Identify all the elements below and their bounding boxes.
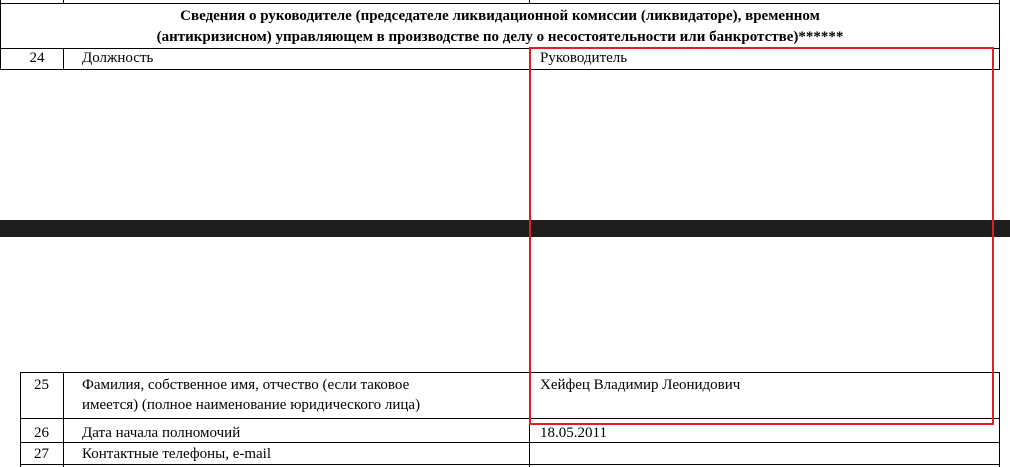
row25-right-border — [999, 372, 1000, 467]
row27-number: 27 — [34, 446, 49, 462]
row25-number: 25 — [34, 377, 49, 393]
top-divider-2 — [529, 0, 530, 4]
row27-label: Контактные телефоны, e-mail — [82, 446, 272, 462]
row25-divider-1 — [63, 372, 64, 467]
section-header-line-1: Сведения о руководителе (председателе ликвидационной комиссии (ликвидаторе), временном — [180, 8, 820, 24]
row26-label: Дата начала полномочий — [82, 425, 241, 441]
row26-number: 26 — [34, 425, 49, 441]
top-divider-1 — [63, 0, 64, 4]
row27-bottom-border — [20, 464, 999, 465]
highlight-box — [529, 47, 994, 425]
row24-label: Должность — [82, 50, 154, 66]
top-border — [0, 3, 999, 4]
row24-divider-1 — [63, 48, 64, 70]
section-header-line-2: (антикризисном) управляющем в производстве по делу о несостоятельности или банкротстве)****** — [156, 29, 844, 45]
row25-label-line-2: имеется) (полное наименование юридического лица) — [82, 397, 421, 413]
row24-number: 24 — [29, 50, 45, 66]
row25-value: Хейфец Владимир Леонидович — [540, 377, 741, 393]
row24-value: Руководитель — [540, 50, 628, 66]
row25-label-line-1: Фамилия, собственное имя, отчество (если таковое — [82, 377, 410, 393]
row26-bottom-border — [20, 442, 999, 443]
row26-value: 18.05.2011 — [540, 425, 607, 441]
